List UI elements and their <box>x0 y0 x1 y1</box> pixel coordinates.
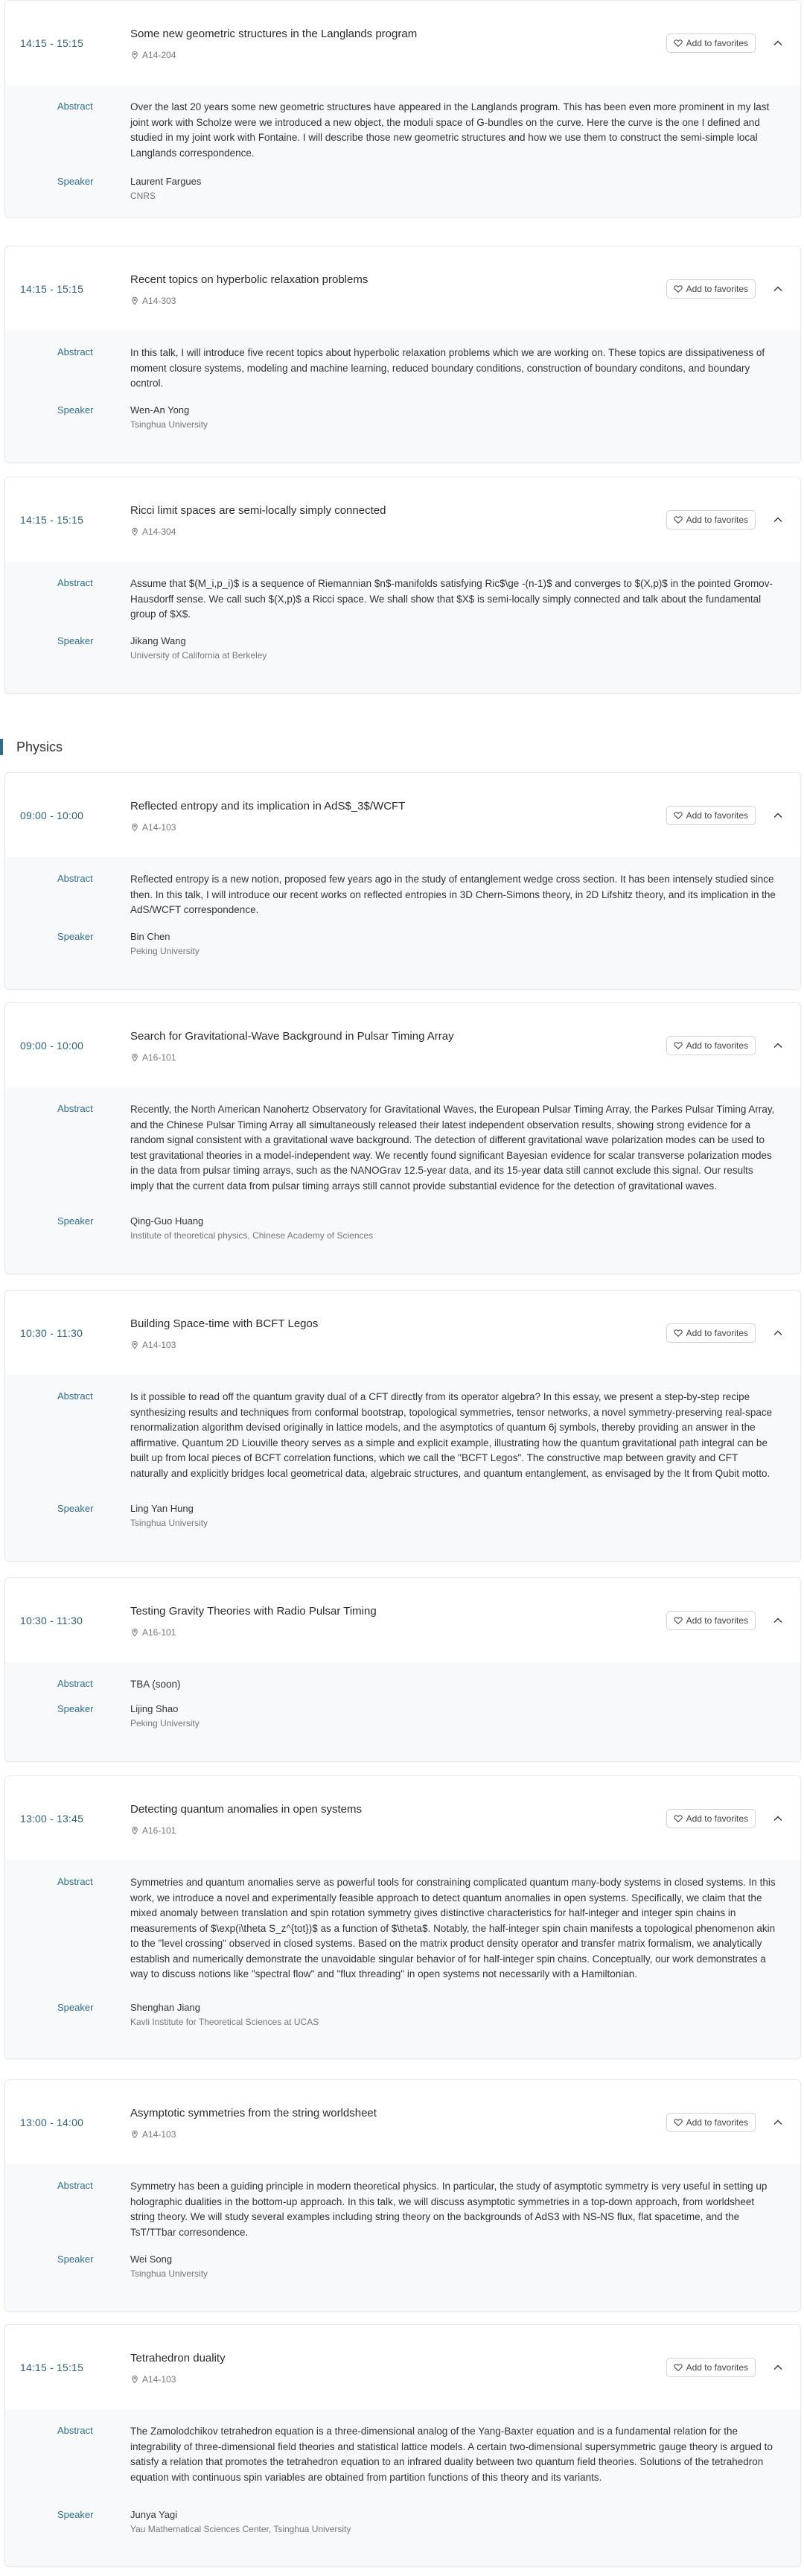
talk-card <box>4 2324 801 2567</box>
chevron-up-icon[interactable] <box>772 37 784 49</box>
speaker-affiliation: CNRS <box>130 191 156 201</box>
talk-time: 14:15 - 15:15 <box>20 36 84 49</box>
talk-title: Ricci limit spaces are semi-locally simply connected <box>130 504 386 517</box>
talk-time: 13:00 - 13:45 <box>20 1812 84 1825</box>
speaker-name: Lijing Shao <box>130 1703 179 1714</box>
talk-details <box>5 2409 800 2566</box>
abstract-label: Abstract <box>57 2425 93 2436</box>
add-to-favorites-button[interactable] <box>666 1323 756 1343</box>
speaker-affiliation: Institute of theoretical physics, Chinese Academy of Sciences <box>130 1230 374 1241</box>
talk-room <box>130 1052 176 1063</box>
abstract-text: Is it possible to read off the quantum gravity dual of a CFT directly from its operator algebra? In this essay, we present a step-by-step recipe synthesizing results and techniques from conformal bootstrap, topological symmetries, tensor networks, a novel symmetry-preserving real-space renormalization algorithm devised originally in lattice models, and the asymptotics of quantum 6j symbols, thereby providing an answer in the affirmative. Quantum 2D Liouville theory serves as a simple and explicit example, illustrating how the quantum gravitational path integral can be built up from local pieces of BCFT correlation functions, which we call the "BCFT Legos". The constructive map between gravity and CFT naturally and explicitly bridges local geometrical data, algebraic structures, and quantum entanglement, as envisaged by the It from Qubit motto. <box>130 1391 773 1479</box>
talk-details <box>5 2164 800 2311</box>
talk-title: Tetrahedron duality <box>130 2352 226 2364</box>
talk-header[interactable] <box>5 2325 800 2410</box>
abstract-text: Reflected entropy is a new notion, proposed few years ago in the study of entanglement wedge cross section. It has been intensely studied since then. In this talk, I will introduce our recent works on reflected entropies in 3D Chern-Simons theory, in 2D Lifshitz theory, and its implication in the AdS/WCFT correspondence. <box>130 874 776 915</box>
heart-icon <box>674 284 683 293</box>
speaker-affiliation: Kavli Institute for Theoretical Sciences at UCAS <box>130 2017 319 2027</box>
speaker-affiliation: Tsinghua University <box>130 419 208 430</box>
room-label: A16-101 <box>142 1052 176 1063</box>
talk-title: Detecting quantum anomalies in open systems <box>130 1803 363 1816</box>
talk-room <box>130 527 176 537</box>
chevron-up-icon[interactable] <box>772 810 784 821</box>
talk-time: 14:15 - 15:15 <box>20 513 84 526</box>
speaker-name: Wen-An Yong <box>130 404 190 416</box>
talk-card <box>4 1775 801 2059</box>
talk-card <box>4 1002 801 1274</box>
heart-icon <box>674 1616 683 1625</box>
add-to-favorites-button[interactable] <box>666 1611 756 1630</box>
chevron-up-icon[interactable] <box>772 283 784 295</box>
talk-details <box>5 1860 800 2058</box>
favorites-label: Add to favorites <box>686 1327 748 1338</box>
heart-icon <box>674 1041 683 1050</box>
talk-title: Some new geometric structures in the Langlands program <box>130 28 418 40</box>
abstract-text: Over the last 20 years some new geometric structures have appeared in the Langlands program. This has been even more prominent in my last joint work with Scholze were we introduced a new object, the moduli space of G-bundles on the curve. Here the curve is the one I defined and studied in my joint work with Fontaine. I will describe those new geometric structures and how we use them to construct the semi-simple local Langlands correspondence. <box>130 101 770 159</box>
speaker-label: Speaker <box>57 2254 94 2265</box>
talk-time: 14:15 - 15:15 <box>20 2361 84 2373</box>
talk-header[interactable] <box>5 773 800 858</box>
favorites-label: Add to favorites <box>686 1813 748 1824</box>
room-label: A14-103 <box>142 2374 176 2385</box>
section-accent-bar <box>0 739 3 755</box>
speaker-name: Bin Chen <box>130 931 170 942</box>
speaker-name: Jikang Wang <box>130 635 186 646</box>
room-label: A14-103 <box>142 822 176 833</box>
favorites-label: Add to favorites <box>686 37 748 48</box>
chevron-up-icon[interactable] <box>772 1040 784 1052</box>
speaker-name: Shenghan Jiang <box>130 2002 200 2013</box>
speaker-affiliation: University of California at Berkeley <box>130 650 267 661</box>
talk-title: Search for Gravitational-Wave Background in Pulsar Timing Array <box>130 1030 454 1043</box>
talk-card <box>4 1290 801 1562</box>
abstract-label: Abstract <box>57 2180 93 2191</box>
favorites-label: Add to favorites <box>686 514 748 525</box>
add-to-favorites-button[interactable] <box>666 510 756 529</box>
speaker-affiliation: Yau Mathematical Sciences Center, Tsinghua University <box>130 2524 351 2534</box>
favorites-label: Add to favorites <box>686 810 748 821</box>
talk-details <box>5 85 800 217</box>
speaker-label: Speaker <box>57 635 94 646</box>
abstract-label: Abstract <box>57 1390 93 1402</box>
talk-header[interactable] <box>5 2080 800 2165</box>
heart-icon <box>674 1814 683 1823</box>
chevron-up-icon[interactable] <box>772 1615 784 1626</box>
talk-time: 10:30 - 11:30 <box>20 1326 83 1339</box>
heart-icon <box>674 1329 683 1338</box>
speaker-label: Speaker <box>57 176 94 187</box>
abstract-label: Abstract <box>57 577 93 588</box>
heart-icon <box>674 515 683 524</box>
talk-title: Recent topics on hyperbolic relaxation problems <box>130 273 368 286</box>
talk-card <box>4 772 801 990</box>
add-to-favorites-button[interactable] <box>666 1809 756 1828</box>
abstract-text: Assume that $(M_i,p_i)$ is a sequence of Riemannian $n$-manifolds satisfying Ric$\ge -(n-1)$ and converges to $(X,p)$ in the pointed Gromov-Hausdorff sense. We call such $(X,p)$ a Ricci space. We shall show that $X$ is semi-locally simply connected and talk about the fundamental group of $X$. <box>130 578 773 620</box>
talk-header[interactable] <box>5 1003 800 1088</box>
talk-details <box>5 857 800 989</box>
talk-header[interactable] <box>5 477 800 562</box>
speaker-label: Speaker <box>57 1215 94 1227</box>
speaker-label: Speaker <box>57 2509 94 2520</box>
room-label: A14-103 <box>142 2129 176 2140</box>
talk-time: 14:15 - 15:15 <box>20 282 84 295</box>
abstract-text: In this talk, I will introduce five recent topics about hyperbolic relaxation problems which we are working on. These topics are dissipativeness of moment closure systems, modeling and machine learning, reduced boundary conditions, construction of boundary conditons, and boundary ocntrol. <box>130 347 765 389</box>
speaker-name: Qing-Guo Huang <box>130 1215 204 1227</box>
favorites-label: Add to favorites <box>686 2362 748 2373</box>
room-label: A14-204 <box>142 50 176 60</box>
add-to-favorites-button[interactable] <box>666 2113 756 2132</box>
location-pin-icon <box>130 1053 139 1062</box>
talk-time: 13:00 - 14:00 <box>20 2116 84 2128</box>
talk-room <box>130 1825 176 1836</box>
talk-room <box>130 822 176 833</box>
location-pin-icon <box>130 823 139 832</box>
talk-title: Building Space-time with BCFT Legos <box>130 1317 319 1330</box>
abstract-label: Abstract <box>57 873 93 884</box>
talk-details <box>5 562 800 693</box>
talk-title: Testing Gravity Theories with Radio Pulsar Timing <box>130 1605 377 1618</box>
speaker-affiliation: Peking University <box>130 946 200 956</box>
location-pin-icon <box>130 2130 139 2139</box>
favorites-label: Add to favorites <box>686 283 748 294</box>
location-pin-icon <box>130 2375 139 2384</box>
talk-time: 09:00 - 10:00 <box>20 809 84 821</box>
heart-icon <box>674 2363 683 2372</box>
chevron-up-icon[interactable] <box>772 1327 784 1339</box>
talk-room <box>130 1627 176 1638</box>
talk-details <box>5 1662 800 1761</box>
add-to-favorites-button[interactable] <box>666 2358 756 2377</box>
speaker-label: Speaker <box>57 1503 94 1514</box>
talk-title: Reflected entropy and its implication in AdS$_3$/WCFT <box>130 800 406 812</box>
abstract-label: Abstract <box>57 1103 93 1114</box>
add-to-favorites-button[interactable] <box>666 806 756 825</box>
room-label: A14-304 <box>142 527 176 537</box>
talk-header[interactable] <box>5 1 800 86</box>
location-pin-icon <box>130 1628 139 1637</box>
abstract-label: Abstract <box>57 1678 93 1689</box>
speaker-affiliation: Tsinghua University <box>130 1518 208 1528</box>
heart-icon <box>674 811 683 820</box>
talk-card <box>4 477 801 694</box>
chevron-up-icon[interactable] <box>772 1813 784 1825</box>
abstract-text: Symmetries and quantum anomalies serve as powerful tools for constraining complicated quantum many-body systems in closed systems. In this work, we introduce a novel and experimentally feasible approach to detect quantum anomalies in open systems. Specifically, we claim that the mixed anomaly between translation and spin rotation symmetry gives distinctive characteristics for half-integer and integer spin chains in measurements of $\exp(i\theta S_z^{tot})$ as a function of $\theta$. Notably, the half-integer spin chain manifests a topological phenomenon akin to the "level crossing" observed in closed systems. Based on the matrix product density operator and transfer matrix formalism, we analytically establish and numerically demonstrate the unavoidable singular behavior of for half-integer spin chains. Conceptually, our work demonstrates a way to discuss notions like "spectral flow" and "flux threading" in open systems not necessarily with a Hamiltonian. <box>130 1877 776 1979</box>
talk-header[interactable] <box>5 1291 800 1376</box>
abstract-text: Recently, the North American Nanohertz Observatory for Gravitational Waves, the European Pulsar Timing Array, the Parkes Pulsar Timing Array, and the Chinese Pulsar Timing Array all simultaneously released their latest independent observation results, showing strong evidence for a random signal consistent with a gravitational wave background. The detection of different gravitational wave polarization modes can be used to test gravitational theories in a model-independent way. We recently found significant Bayesian evidence for scalar transverse polarization modes in the data from pulsar timing arrays, such as the NANOGrav 12.5-year data, and its 15-year data still cannot exclude this signal. Our results imply that the current data from pulsar timing arrays still cannot provide substantial evidence for the detection of gravitational waves. <box>130 1104 775 1192</box>
room-label: A14-303 <box>142 296 176 306</box>
talk-details <box>5 331 800 462</box>
abstract-label: Abstract <box>57 1876 93 1887</box>
talk-header[interactable] <box>5 247 800 331</box>
talk-header[interactable] <box>5 1578 800 1663</box>
favorites-label: Add to favorites <box>686 1040 748 1051</box>
location-pin-icon <box>130 296 139 305</box>
talk-title: Asymptotic symmetries from the string worldsheet <box>130 2107 377 2119</box>
location-pin-icon <box>130 527 139 536</box>
abstract-label: Abstract <box>57 346 93 357</box>
section-title: Physics <box>16 740 63 754</box>
room-label: A16-101 <box>142 1825 176 1836</box>
talk-time: 10:30 - 11:30 <box>20 1614 83 1626</box>
add-to-favorites-button[interactable] <box>666 34 756 53</box>
room-label: A14-103 <box>142 1340 176 1350</box>
talk-time: 09:00 - 10:00 <box>20 1039 84 1052</box>
talk-header[interactable] <box>5 1776 800 1861</box>
talk-room <box>130 1340 176 1350</box>
talk-details <box>5 1375 800 1561</box>
speaker-name: Ling Yan Hung <box>130 1503 194 1514</box>
speaker-label: Speaker <box>57 2002 94 2013</box>
speaker-label: Speaker <box>57 1703 94 1714</box>
talk-room <box>130 2374 176 2385</box>
speaker-name: Junya Yagi <box>130 2509 178 2520</box>
talk-details <box>5 1087 800 1273</box>
section-header-physics <box>0 739 223 755</box>
speaker-label: Speaker <box>57 931 94 942</box>
chevron-up-icon[interactable] <box>772 514 784 526</box>
speaker-label: Speaker <box>57 404 94 416</box>
add-to-favorites-button[interactable] <box>666 1036 756 1055</box>
speaker-affiliation: Peking University <box>130 1718 200 1729</box>
abstract-text: TBA (soon) <box>130 1679 181 1690</box>
heart-icon <box>674 2118 683 2127</box>
location-pin-icon <box>130 1341 139 1349</box>
talk-room <box>130 50 176 60</box>
location-pin-icon <box>130 1826 139 1835</box>
talk-card <box>4 246 801 463</box>
favorites-label: Add to favorites <box>686 2117 748 2128</box>
speaker-affiliation: Tsinghua University <box>130 2268 208 2279</box>
location-pin-icon <box>130 51 139 60</box>
speaker-name: Wei Song <box>130 2254 173 2265</box>
talk-room <box>130 296 176 306</box>
abstract-text: The Zamolodchikov tetrahedron equation is a three-dimensional analog of the Yang-Baxter equation and is a fundamental relation for the integrability of three-dimensional field theories and statistical lattice models. A certain two-dimensional supersymmetric gauge theory is argued to satisfy a relation that promotes the tetrahedron equation to an infrared duality between two quantum field theories. Solutions of the tetrahedron equation with continuous spin variables are obtained from partition functions of this theory and its variants. <box>130 2426 773 2483</box>
abstract-label: Abstract <box>57 101 93 112</box>
abstract-text: Symmetry has been a guiding principle in modern theoretical physics. In particular, the study of asymptotic symmetry is very useful in setting up holographic dualities in the bottom-up approach. In this talk, we will discuss asymptotic symmetries in a top-down approach, from worldsheet string theory. We will study several examples including string theory on the backgrounds of AdS3 with NS-NS flux, flat spacetime, and the TsT/TTbar corresondence. <box>130 2181 768 2238</box>
favorites-label: Add to favorites <box>686 1615 748 1626</box>
heart-icon <box>674 39 683 48</box>
speaker-name: Laurent Fargues <box>130 176 202 187</box>
room-label: A16-101 <box>142 1627 176 1638</box>
talk-room <box>130 2129 176 2140</box>
talk-card <box>4 1577 801 1762</box>
chevron-up-icon[interactable] <box>772 2362 784 2373</box>
talk-card <box>4 0 801 217</box>
talk-card <box>4 2079 801 2312</box>
add-to-favorites-button[interactable] <box>666 279 756 299</box>
chevron-up-icon[interactable] <box>772 2117 784 2128</box>
